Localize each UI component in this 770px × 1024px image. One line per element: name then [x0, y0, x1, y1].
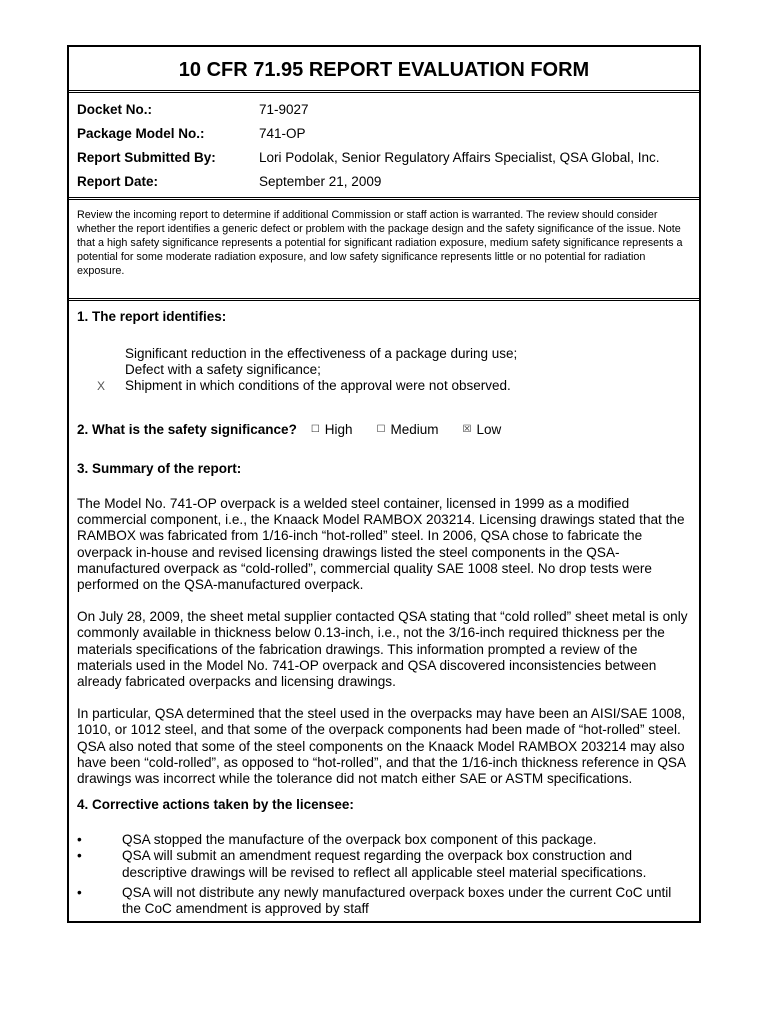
package-model-label: Package Model No.:	[77, 125, 205, 141]
docket-row	[77, 97, 691, 121]
checkbox-empty-icon[interactable]: ☐	[376, 424, 386, 435]
corrective-action-text: QSA will submit an amendment request regarding the overpack box construction and descriptive drawings will be revised to reflect all applicable steel material specifications.	[122, 848, 647, 880]
identifies-item	[77, 378, 693, 394]
corrective-action-text: QSA will not distribute any newly manufactured overpack boxes under the current CoC until the CoC amendment is approved by staff	[122, 884, 672, 917]
identifies-item	[77, 346, 693, 362]
submitted-by-value: Lori Podolak, Senior Regulatory Affairs Specialist, QSA Global, Inc.	[259, 149, 660, 165]
form-title: 10 CFR 71.95 REPORT EVALUATION FORM	[69, 47, 699, 93]
checkbox-empty-icon[interactable]: ☐	[310, 424, 320, 435]
section-2-heading: 2. What is the safety significance?	[77, 422, 297, 437]
docket-label: Docket No.:	[77, 101, 153, 117]
bullet-icon: •	[77, 848, 82, 864]
submitted-by-label: Report Submitted By:	[77, 149, 216, 165]
corrective-action-item	[77, 885, 693, 917]
form-body	[69, 301, 699, 921]
section-1-heading: 1. The report identifies:	[77, 309, 227, 324]
checkmark-x-icon[interactable]	[77, 346, 125, 362]
option-medium[interactable]	[377, 422, 439, 437]
report-identifies-list	[77, 346, 693, 394]
option-high[interactable]	[311, 422, 353, 437]
summary-paragraph: On July 28, 2009, the sheet metal supplier contacted QSA stating that “cold rolled” sheet metal is only commonly available in thickness below 0.13-inch, i.e., not the 3/16-inch required thickness per the materials specifications of the fabrication drawings. This information prompted a review of the materials used in the Model No. 741-OP overpack and QSA discovered inconsistencies between already fabricated overpacks and licensing drawings.	[77, 609, 688, 690]
summary-paragraph: The Model No. 741-OP overpack is a welded steel container, licensed in 1999 as a modified commercial component, i.e., the Knaack Model RAMBOX 203214. Licensing drawings stated that the RAMBOX was fabricated from 1/16-inch “hot-rolled” steel. In 2006, QSA chose to fabricate the overpack in-house and revised licensing drawings listed the steel components in the QSA-manufactured overpack as “cold-rolled”, commercial quality SAE 1008 steel. No drop tests were performed on the QSA-manufactured overpack.	[77, 496, 685, 593]
bullet-icon: •	[77, 884, 82, 900]
identifies-item	[77, 362, 693, 378]
identifies-item-text: Significant reduction in the effectiveness of a package during use;	[125, 346, 518, 361]
summary-paragraph: In particular, QSA determined that the steel used in the overpacks may have been an AISI/SAE 1008, 1010, or 1012 steel, and that some of the overpack components had been made of “hot-rolled” steel. QSA also noted that some of the steel components on the Knaack Model RAMBOX 203214 may also have been “cold-rolled”, as opposed to “hot-rolled”, and that the 1/16-inch thickness reference in QSA drawings was incorrect while the tolerance did not match either SAE or ASTM specifications.	[77, 706, 686, 787]
option-low-label: Low	[476, 422, 502, 437]
package-model-row	[77, 121, 691, 145]
option-high-label: High	[324, 422, 353, 437]
corrective-action-item	[77, 832, 693, 848]
bullet-icon: •	[77, 832, 82, 848]
checkmark-x-icon[interactable]: X	[96, 379, 105, 393]
package-model-value: 741-OP	[259, 125, 306, 141]
section-4-heading: 4. Corrective actions taken by the licensee:	[77, 797, 354, 813]
option-medium-label: Medium	[390, 422, 439, 437]
form-metadata	[69, 93, 699, 200]
section-3-heading: 3. Summary of the report:	[77, 461, 242, 476]
identifies-item-text: Shipment in which conditions of the approval were not observed.	[125, 378, 511, 393]
report-date-row	[77, 169, 691, 193]
submitted-by-row	[77, 145, 691, 169]
report-date-value: September 21, 2009	[259, 173, 382, 189]
identifies-item-text: Defect with a safety significance;	[125, 362, 321, 377]
review-instructions: Review the incoming report to determine if additional Commission or staff action is warranted. The review should consider whether the report identifies a generic defect or problem with the package design and the safety significance of the issue. Note that a high safety significance represents a potential for significant radiation exposure, medium safety significance represents a potential for some moderate radiation exposure, and low safety significance represents little or no potential for radiation exposure.	[69, 200, 699, 301]
corrective-actions-list	[77, 832, 693, 917]
report-date-label: Report Date:	[77, 173, 159, 189]
safety-significance-row	[77, 422, 693, 437]
corrective-action-item	[77, 848, 693, 880]
checkmark-x-icon[interactable]	[77, 362, 125, 378]
docket-value: 71-9027	[259, 101, 309, 117]
corrective-action-text: QSA stopped the manufacture of the overpack box component of this package.	[122, 832, 597, 848]
evaluation-form	[67, 45, 701, 923]
checkbox-checked-icon[interactable]: ☒	[462, 424, 472, 435]
option-low[interactable]	[463, 422, 502, 437]
